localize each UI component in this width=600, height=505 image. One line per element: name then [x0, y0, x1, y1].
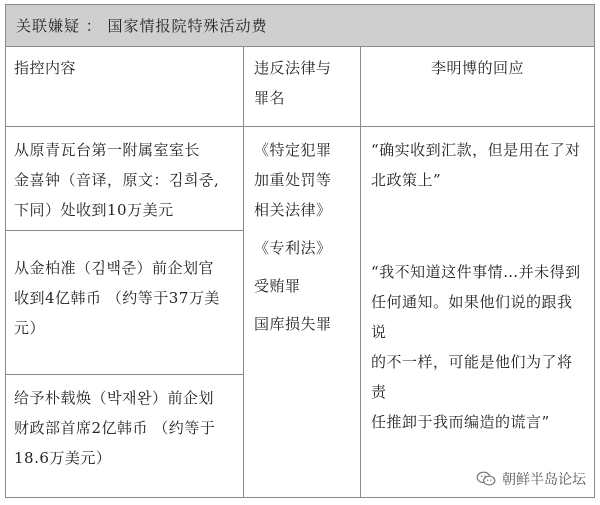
response-line: 的不一样，可能是他们为了将责 [371, 353, 573, 401]
response-cell [361, 251, 594, 431]
accusation-line: 元） [14, 319, 46, 337]
accusation-line: 从金柏准（김백준）前企划官 [14, 259, 214, 277]
table-title: 关联嫌疑 ： 国家情报院特殊活动费 [6, 5, 594, 47]
response-line: “我不知道这件事情…并未得到 [371, 263, 581, 281]
law-cell [244, 127, 361, 497]
accusation-cell [6, 375, 244, 497]
header-law [244, 47, 361, 127]
crime-line: 受贿罪 [254, 277, 301, 295]
law-line: 加重处罚等 [254, 171, 332, 189]
response-line: 北政策上” [371, 171, 442, 189]
accusation-cell [6, 127, 244, 231]
accusation-line: 18.6万美元） [14, 449, 112, 467]
header-response: 李明博的回应 [430, 59, 524, 77]
accusation-line: 下同）处收到10万美元 [14, 201, 174, 219]
law-line: 相关法律》 [254, 201, 332, 219]
accusation-line: 财政部首席2亿韩币 （约等于 [14, 419, 216, 437]
response-cell [361, 127, 594, 237]
accusation-line: 收到4亿韩币 （约等于37万美 [14, 289, 220, 307]
accusation-line: 从原青瓦台第一附属室室长 [14, 141, 201, 159]
accusation-line: 给予朴载焕（박재완）前企划 [14, 389, 214, 407]
accusation-table [5, 4, 595, 498]
watermark [476, 469, 586, 489]
response-line: 任推卸于我而编造的谎言” [371, 413, 550, 431]
accusation-line: 金喜钟（音译，原文：김희중, [14, 171, 220, 189]
header-law-line2: 罪名 [254, 89, 286, 107]
response-line: 任何通知。如果他们说的跟我说 [371, 293, 573, 341]
wechat-icon [476, 471, 496, 487]
law-line: 《特定犯罪 [254, 141, 332, 159]
response-line: “确实收到汇款，但是用在了对 [371, 141, 581, 159]
crime-line: 国库损失罪 [254, 315, 332, 333]
watermark-text: 朝鲜半岛论坛 [502, 472, 586, 488]
accusation-cell [6, 231, 244, 375]
header-accusation: 指控内容 [14, 59, 77, 77]
header-law-line1: 违反法律与 [254, 59, 332, 77]
law-line: 《专利法》 [254, 239, 332, 257]
